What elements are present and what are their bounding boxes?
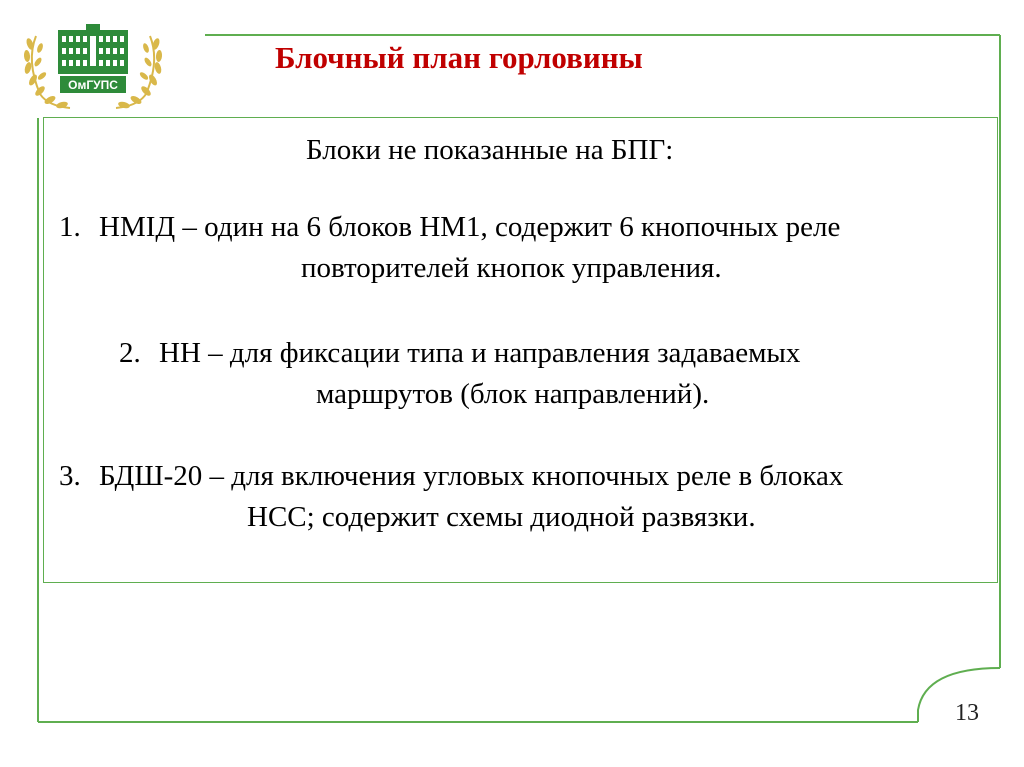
logo-text: ОмГУПС xyxy=(68,78,118,92)
building-icon xyxy=(58,24,128,74)
list-item xyxy=(59,456,989,538)
list-item-line1: БДШ-20 – для включения угловых кнопочных реле в блоках xyxy=(99,460,844,492)
page-number: 13 xyxy=(955,700,979,726)
list-item-number: 2. xyxy=(119,337,141,369)
list-item-line1: НН – для фиксации типа и направления задаваемых xyxy=(159,337,801,369)
list-item-line2: маршрутов (блок направлений). xyxy=(316,378,710,410)
list-item-line1: НМІД – один на 6 блоков НМ1, содержит 6 кнопочных реле xyxy=(99,211,841,243)
list-item-line2: НСС; содержит схемы диодной развязки. xyxy=(247,501,756,533)
list-item xyxy=(59,207,989,289)
list-item-line2: повторителей кнопок управления. xyxy=(301,252,722,284)
content-subtitle: Блоки не показанные на БПГ: xyxy=(306,134,674,166)
list-item-number: 3. xyxy=(59,460,81,492)
slide-title: Блочный план горловины xyxy=(275,40,643,75)
list-item xyxy=(119,333,989,415)
content-box xyxy=(43,117,998,583)
list-item-number: 1. xyxy=(59,211,81,243)
university-logo xyxy=(18,16,168,116)
